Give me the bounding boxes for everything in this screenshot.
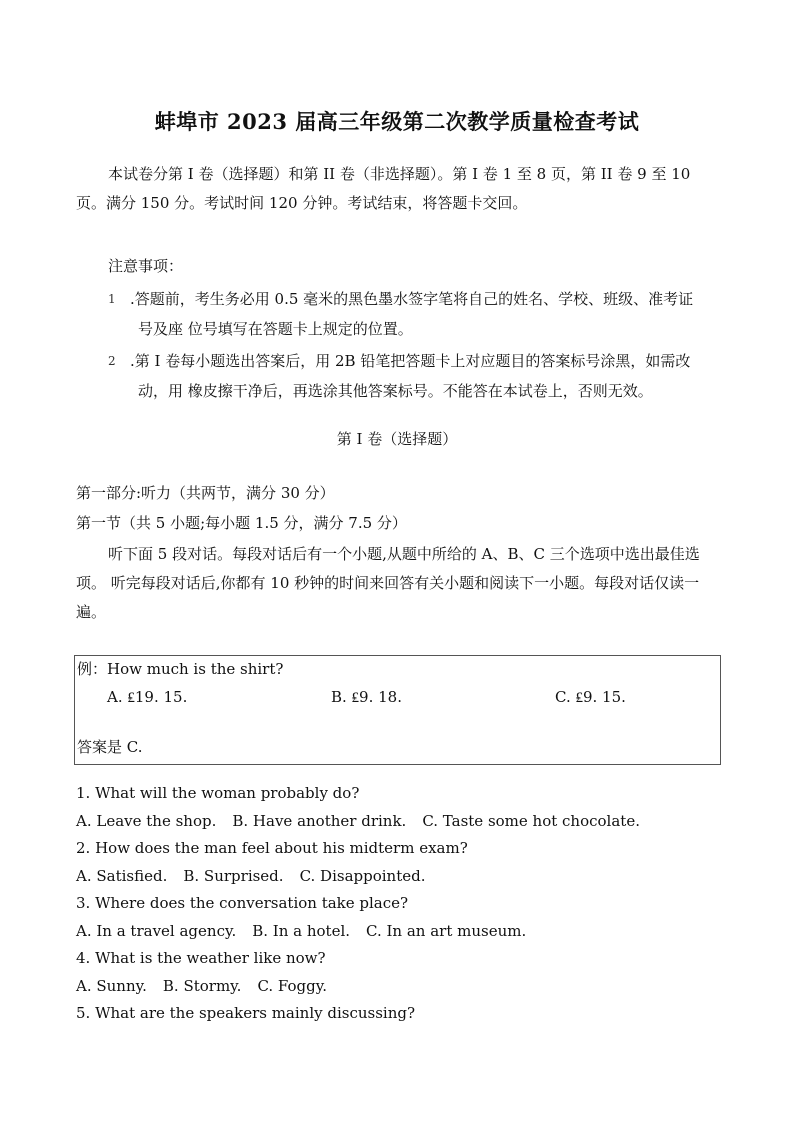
option-a: A. Satisfied. [76, 867, 168, 885]
question-text: 4. What is the weather like now? [76, 949, 326, 967]
option-c: C. In an art museum. [366, 922, 527, 940]
question-text: 5. What are the speakers mainly discussing? [76, 1004, 416, 1022]
intro-paragraph: 本试卷分第 I 卷（选择题）和第 II 卷（非选择题）。第 I 卷 1 至 8 页，第 II 卷 9 至 10 页。满分 150 分。考试时间 120 分钟。考试结束，将答题卡交回。 [76, 165, 691, 212]
example-question: 例：How much is the shirt? [77, 660, 284, 678]
example-option-b: B. ₤9. 18. [331, 688, 402, 706]
question-text: 3. Where does the conversation take place? [76, 894, 409, 912]
exam-title: 蚌埠市 2023 届高三年级第二次教学质量检查考试 [154, 109, 640, 134]
option-b: B. In a hotel. [252, 922, 351, 940]
option-c: C. Taste some hot chocolate. [422, 812, 640, 830]
question-options [76, 867, 425, 885]
example-option-c: C. ₤9. 15. [555, 688, 626, 706]
notice-item-number: 2 [108, 354, 116, 368]
option-a: A. In a travel agency. [76, 922, 237, 940]
option-a: A. Sunny. [76, 977, 147, 995]
notice-heading: 注意事项： [108, 257, 184, 275]
option-a: A. Leave the shop. [76, 812, 217, 830]
part-heading: 第一部分:听力（共两节，满分 30 分） [76, 484, 335, 502]
question-options [76, 922, 526, 940]
example-box [74, 655, 721, 765]
option-b: B. Surprised. [183, 867, 284, 885]
notice-item [108, 346, 724, 406]
option-b: B. Have another drink. [232, 812, 407, 830]
question-text: 1. What will the woman probably do? [76, 784, 360, 802]
question-text: 2. How does the man feel about his midterm exam? [76, 839, 468, 857]
notice-item-number: 1 [108, 292, 116, 306]
notice-item-continuation: 号及座 位号填写在答题卡上规定的位置。 [138, 320, 413, 338]
notice-item [108, 284, 724, 344]
subsection-heading: 第一节（共 5 小题;每小题 1.5 分，满分 7.5 分） [76, 514, 407, 532]
question-options [76, 812, 640, 830]
notice-item-text: .答题前，考生务必用 0.5 毫米的黑色墨水签字笔将自己的姓名、学校、班级、准考证 [130, 290, 694, 308]
question-options [76, 977, 327, 995]
option-c: C. Disappointed. [299, 867, 426, 885]
listening-instructions: 听下面 5 段对话。每段对话后有一个小题,从题中所给的 A、B、C 三个选项中选出最佳选项。 听完每段对话后,你都有 10 秒钟的时间来回答有关小题和阅读下一小题。每段对话仅读一遍。 [76, 545, 700, 621]
option-c: C. Foggy. [257, 977, 327, 995]
example-answer: 答案是 C. [77, 738, 143, 756]
example-option-a: A. ₤19. 15. [107, 688, 188, 706]
option-b: B. Stormy. [162, 977, 242, 995]
notice-item-continuation: 动，用 橡皮擦干净后，再选涂其他答案标号。不能答在本试卷上，否则无效。 [138, 382, 653, 400]
section-title: 第 I 卷（选择题） [336, 430, 458, 448]
notice-item-text: .第 I 卷每小题选出答案后，用 2B 铅笔把答题卡上对应题目的答案标号涂黑，如需改 [130, 352, 691, 370]
